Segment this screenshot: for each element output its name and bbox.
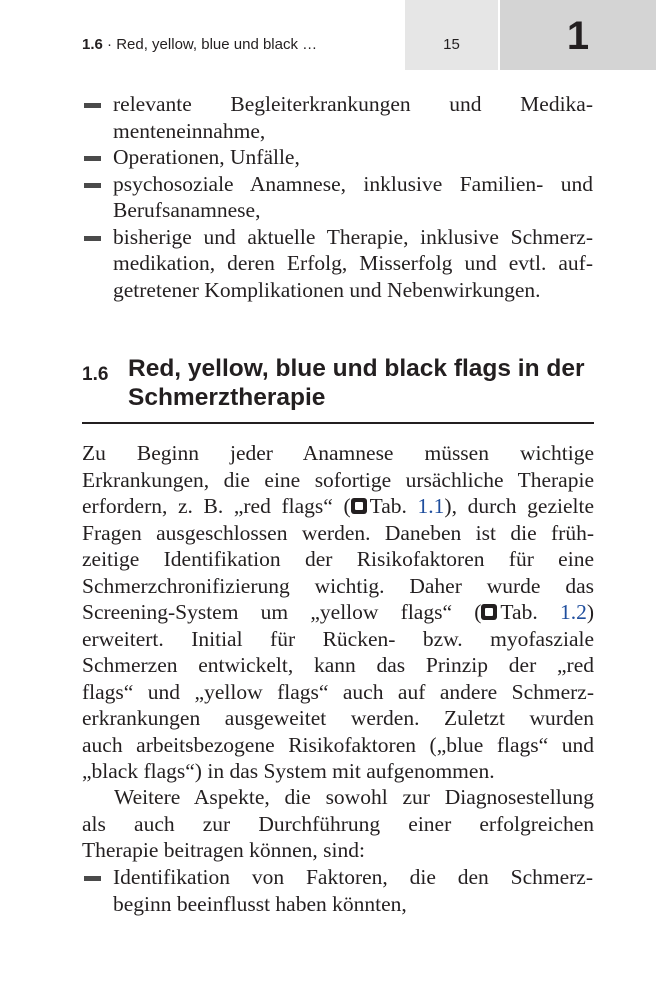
chapter-tab xyxy=(500,0,656,70)
paragraph-line: zeitige Identifikation der Risikofaktoren für eine xyxy=(82,547,594,571)
section-heading xyxy=(82,354,594,424)
paragraph-line: Schmerzen entwickelt, kann das Prinzip der „red xyxy=(82,653,594,677)
table-reference-label: Tab. xyxy=(500,600,538,624)
list-item-line: beginn beeinflusst haben könnten, xyxy=(113,891,407,916)
dash-bullet-icon xyxy=(84,236,101,241)
dash-bullet-icon xyxy=(84,183,101,188)
list-item-line: menteneinnahme, xyxy=(113,118,266,143)
section-title-line: Schmerztherapie xyxy=(128,384,326,411)
paragraph-text: erfordern, z. B. „red flags“ ( xyxy=(82,494,351,518)
paragraph-line: Fragen ausgeschlossen werden. Daneben ist die früh- xyxy=(82,520,594,545)
section-title-line: Red, yellow, blue und black flags in der xyxy=(128,355,585,382)
paragraph-line: Schmerzchronifizierung wichtig. Daher wurde das xyxy=(82,573,594,598)
body-paragraph xyxy=(82,440,594,785)
table-reference-link-1-1[interactable]: 1.1 xyxy=(417,494,445,518)
paragraph-line: erweitert. Initial für Rücken- bzw. myofasziale xyxy=(82,626,594,651)
paragraph-line: Therapie beitragen können, sind: xyxy=(82,838,365,862)
paragraph-line: als auch zur Durchführung einer erfolgreichen xyxy=(82,811,594,836)
running-header xyxy=(0,0,405,70)
page-number: 15 xyxy=(443,36,460,53)
page-number-box xyxy=(405,0,498,70)
paragraph-line xyxy=(82,599,594,626)
paragraph-line: Zu Beginn jeder Anamnese müssen wichtige xyxy=(82,441,594,465)
list-item-line: psychosoziale Anamnese, inklusive Familien- und xyxy=(113,171,593,196)
section-title xyxy=(128,354,594,412)
running-header-title xyxy=(82,36,317,53)
paragraph-line: flags“ und „yellow flags“ auch auf andere Schmerz- xyxy=(82,679,594,704)
list-item-line: relevante Begleiterkrankungen und Medika- xyxy=(113,92,593,116)
paragraph-text: ), durch gezielte xyxy=(444,494,594,518)
table-reference-icon xyxy=(351,498,367,514)
dash-bullet-icon xyxy=(84,156,101,161)
list-item-line: getretener Komplikationen und Nebenwirkungen. xyxy=(113,277,541,302)
list-item-line: bisherige und aktuelle Therapie, inklusive Schmerz- xyxy=(113,224,593,249)
table-reference-link-1-2[interactable]: 1.2 xyxy=(559,600,587,624)
dash-bullet-icon xyxy=(84,103,101,108)
running-header-section-number: 1.6 xyxy=(82,36,103,53)
list-item-line: Berufsanamnese, xyxy=(113,198,261,222)
paragraph-line: auch arbeitsbezogene Risikofaktoren („blue flags“ und xyxy=(82,732,594,757)
body-paragraph xyxy=(82,784,594,864)
running-header-section-title: Red, yellow, blue und black … xyxy=(116,36,318,53)
list-item-line: medikation, deren Erfolg, Misserfolg und evtl. auf- xyxy=(113,251,593,275)
running-header-separator: · xyxy=(102,36,117,53)
paragraph-text: ) xyxy=(586,600,594,624)
table-reference-icon xyxy=(481,604,497,620)
list-item-line: Operationen, Unfälle, xyxy=(113,145,300,169)
paragraph-text: Screening-System um „yellow flags“ ( xyxy=(82,600,482,624)
chapter-number: 1 xyxy=(566,14,590,58)
paragraph-line: erkrankungen ausgeweitet werden. Zuletzt wurden xyxy=(82,706,594,730)
paragraph-line: Weitere Aspekte, die sowohl zur Diagnosestellung xyxy=(114,785,594,809)
section-number: 1.6 xyxy=(82,364,109,385)
top-bullet-list xyxy=(82,91,593,303)
dash-bullet-icon xyxy=(84,876,101,881)
list-item-line: Identifikation von Faktoren, die den Schmerz- xyxy=(113,865,593,889)
list-item xyxy=(82,224,593,304)
list-item xyxy=(82,144,593,171)
table-reference-label: Tab. xyxy=(369,494,407,518)
bottom-bullet-list xyxy=(82,864,593,917)
paragraph-line: Erkrankungen, die eine sofortige ursächliche Therapie xyxy=(82,467,594,492)
paragraph-line xyxy=(82,493,594,520)
list-item xyxy=(82,171,593,224)
list-item xyxy=(82,91,593,144)
list-item xyxy=(82,864,593,917)
paragraph-line: „black flags“) in das System mit aufgenommen. xyxy=(82,759,495,783)
